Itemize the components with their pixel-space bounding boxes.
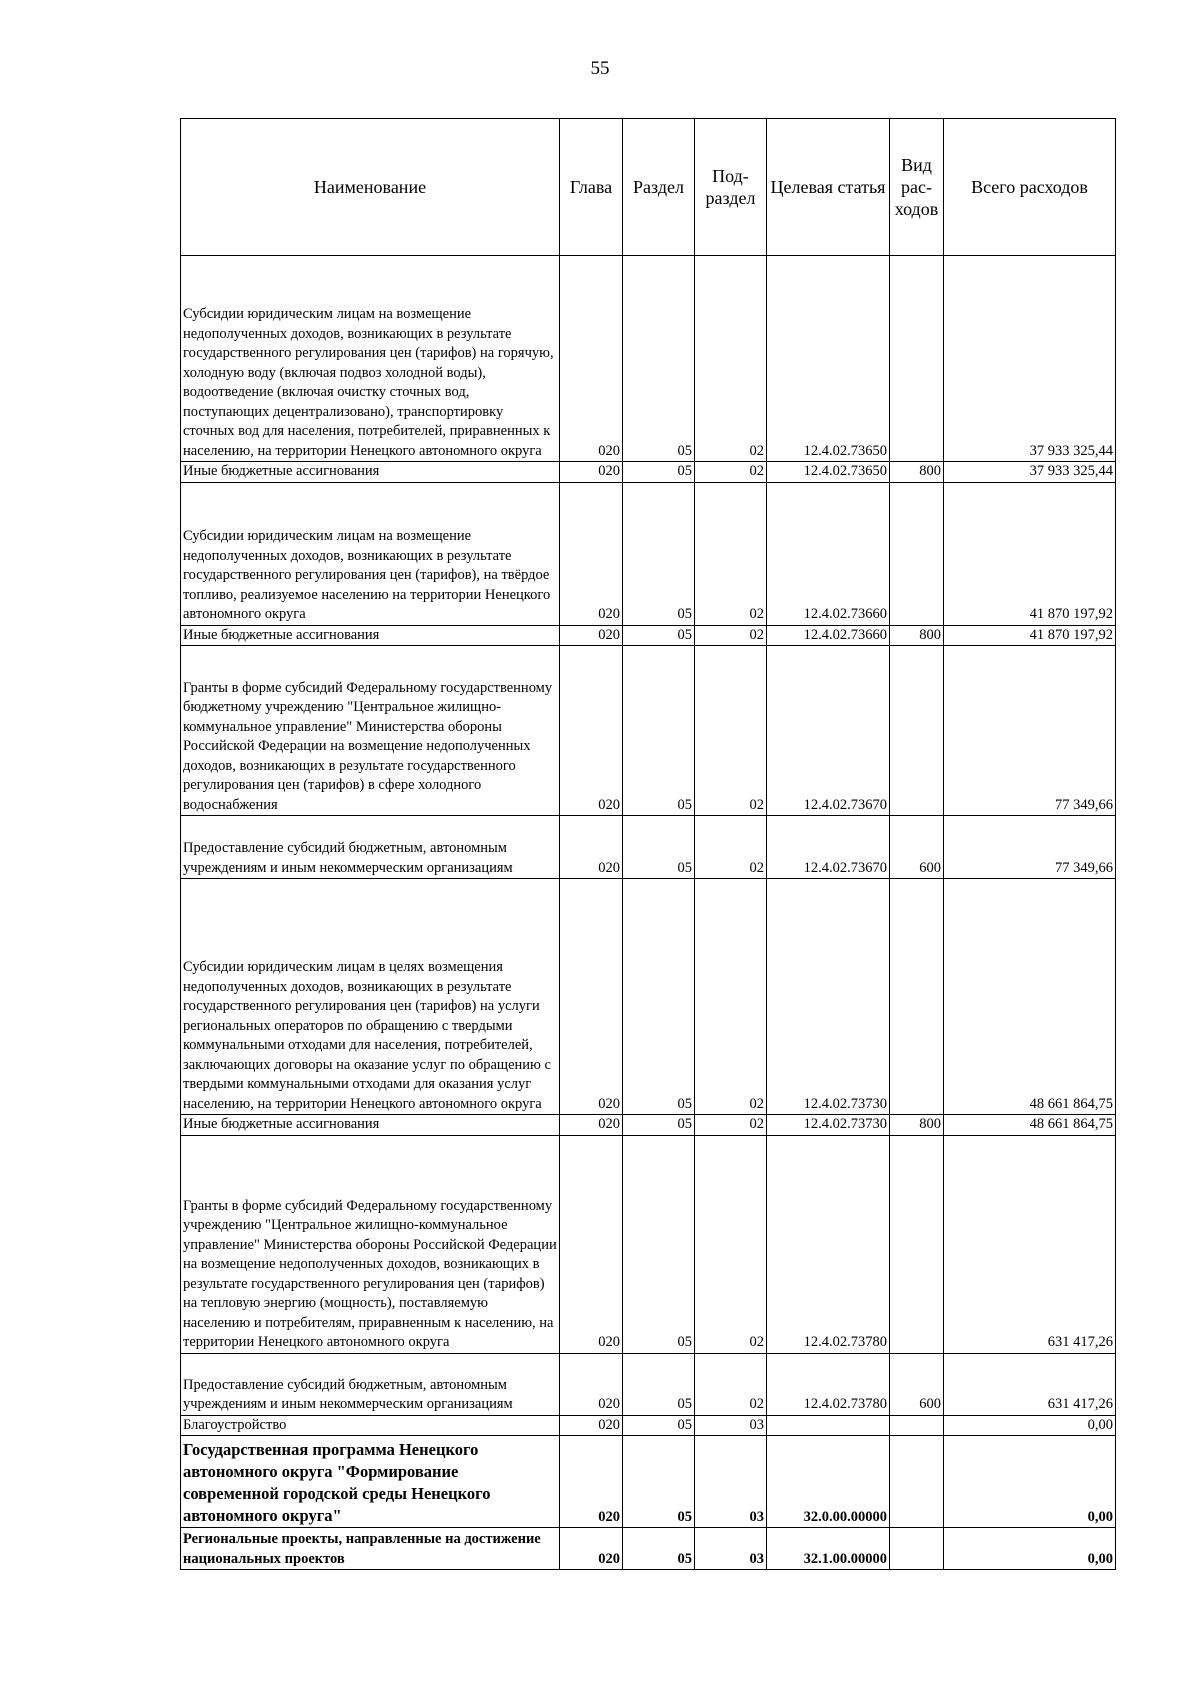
row-razdel: 05	[623, 1135, 695, 1353]
header-total: Всего расходов	[944, 119, 1116, 256]
row-podrazdel: 02	[695, 482, 767, 625]
row-name: Субсидии юридическим лицам в целях возмещения недополученных доходов, возникающих в результате государственного регулирования цен (тарифов) на услуги региональных операторов по обращению с твердыми коммунальными отходами для населения, потребителей, заключающих договоры на оказание услуг по обращению с твердыми коммунальными отходами для оказания услуг населению, на территории Ненецкого автономного округа	[181, 879, 560, 1115]
row-statya: 12.4.02.73660	[767, 482, 890, 625]
row-vid	[890, 879, 944, 1115]
row-vid	[890, 646, 944, 816]
row-name: Предоставление субсидий бюджетным, автономным учреждениям и иным некоммерческим организациям	[181, 1353, 560, 1415]
row-vid: 800	[890, 625, 944, 646]
table-row	[181, 816, 1116, 879]
row-razdel: 05	[623, 256, 695, 462]
header-vid: Вид рас-ходов	[890, 119, 944, 256]
row-name: Гранты в форме субсидий Федеральному государственному бюджетному учреждению "Центральное жилищно-коммунальное управление" Министерства обороны Российской Федерации на возмещение недополученных доходов, возникающих в результате государственного регулирования цен (тарифов) в сфере холодного водоснабжения	[181, 646, 560, 816]
budget-table	[180, 118, 1116, 1570]
row-total: 631 417,26	[944, 1353, 1116, 1415]
row-total: 631 417,26	[944, 1135, 1116, 1353]
row-statya: 12.4.02.73670	[767, 646, 890, 816]
row-vid	[890, 1135, 944, 1353]
row-podrazdel: 02	[695, 646, 767, 816]
row-vid	[890, 1528, 944, 1570]
row-vid	[890, 1415, 944, 1436]
row-statya: 12.4.02.73730	[767, 879, 890, 1115]
row-statya: 32.1.00.00000	[767, 1528, 890, 1570]
row-statya	[767, 1415, 890, 1436]
row-razdel: 05	[623, 879, 695, 1115]
row-name: Гранты в форме субсидий Федеральному государственному учреждению "Центральное жилищно-коммунальное управление" Министерства обороны Российской Федерации на возмещение недополученных доходов, возникающих в результате государственного регулирования цен (тарифов) на тепловую энергию (мощность), поставляемую населению и потребителям, приравненным к населению, на территории Ненецкого автономного округа	[181, 1135, 560, 1353]
row-statya: 12.4.02.73780	[767, 1353, 890, 1415]
row-glava: 020	[560, 1528, 623, 1570]
row-vid	[890, 1436, 944, 1528]
row-glava: 020	[560, 1353, 623, 1415]
row-name: Иные бюджетные ассигнования	[181, 1115, 560, 1136]
row-razdel: 05	[623, 625, 695, 646]
row-glava: 020	[560, 1415, 623, 1436]
row-glava: 020	[560, 646, 623, 816]
row-razdel: 05	[623, 1415, 695, 1436]
table-row	[181, 482, 1116, 625]
row-glava: 020	[560, 625, 623, 646]
row-total: 0,00	[944, 1528, 1116, 1570]
header-name: Наименование	[181, 119, 560, 256]
row-podrazdel: 03	[695, 1415, 767, 1436]
row-statya: 12.4.02.73650	[767, 256, 890, 462]
row-razdel: 05	[623, 816, 695, 879]
row-total: 48 661 864,75	[944, 879, 1116, 1115]
page-number: 55	[590, 58, 610, 79]
row-statya: 12.4.02.73780	[767, 1135, 890, 1353]
table-row	[181, 1115, 1116, 1136]
table-row	[181, 1135, 1116, 1353]
table-row	[181, 1528, 1116, 1570]
row-name: Предоставление субсидий бюджетным, автономным учреждениям и иным некоммерческим организациям	[181, 816, 560, 879]
row-name: Региональные проекты, направленные на достижение национальных проектов	[181, 1528, 560, 1570]
row-razdel: 05	[623, 1436, 695, 1528]
row-razdel: 05	[623, 1353, 695, 1415]
row-glava: 020	[560, 482, 623, 625]
row-total: 48 661 864,75	[944, 1115, 1116, 1136]
table-header-row	[181, 119, 1116, 256]
row-podrazdel: 02	[695, 1135, 767, 1353]
row-total: 0,00	[944, 1436, 1116, 1528]
table-row	[181, 1436, 1116, 1528]
row-podrazdel: 02	[695, 625, 767, 646]
row-podrazdel: 02	[695, 1115, 767, 1136]
table-row	[181, 1415, 1116, 1436]
header-podrazdel: Под-раздел	[695, 119, 767, 256]
row-total: 37 933 325,44	[944, 462, 1116, 483]
row-podrazdel: 02	[695, 1353, 767, 1415]
row-name: Благоустройство	[181, 1415, 560, 1436]
table-row	[181, 646, 1116, 816]
row-glava: 020	[560, 1115, 623, 1136]
row-podrazdel: 02	[695, 879, 767, 1115]
row-podrazdel: 03	[695, 1528, 767, 1570]
row-razdel: 05	[623, 1115, 695, 1136]
row-glava: 020	[560, 1436, 623, 1528]
row-glava: 020	[560, 816, 623, 879]
row-glava: 020	[560, 462, 623, 483]
row-name: Государственная программа Ненецкого автономного округа "Формирование современной городской среды Ненецкого автономного округа"	[181, 1436, 560, 1528]
row-statya: 12.4.02.73670	[767, 816, 890, 879]
row-razdel: 05	[623, 482, 695, 625]
row-name: Субсидии юридическим лицам на возмещение недополученных доходов, возникающих в результате государственного регулирования цен (тарифов), на твёрдое топливо, реализуемое населению на территории Ненецкого автономного округа	[181, 482, 560, 625]
row-vid	[890, 256, 944, 462]
row-statya: 32.0.00.00000	[767, 1436, 890, 1528]
row-name: Субсидии юридическим лицам на возмещение недополученных доходов, возникающих в результате государственного регулирования цен (тарифов) на горячую, холодную воду (включая подвоз холодной воды), водоотведение (включая очистку сточных вод, поступающих децентрализовано), транспортировку сточных вод для населения, потребителей, приравненных к населению, на территории Ненецкого автономного округа	[181, 256, 560, 462]
row-statya: 12.4.02.73730	[767, 1115, 890, 1136]
row-podrazdel: 03	[695, 1436, 767, 1528]
row-total: 0,00	[944, 1415, 1116, 1436]
row-vid: 600	[890, 1353, 944, 1415]
header-glava: Глава	[560, 119, 623, 256]
row-total: 37 933 325,44	[944, 256, 1116, 462]
table-row	[181, 625, 1116, 646]
row-podrazdel: 02	[695, 816, 767, 879]
row-total: 41 870 197,92	[944, 482, 1116, 625]
table-row	[181, 1353, 1116, 1415]
row-name: Иные бюджетные ассигнования	[181, 625, 560, 646]
row-total: 77 349,66	[944, 816, 1116, 879]
row-razdel: 05	[623, 462, 695, 483]
row-glava: 020	[560, 256, 623, 462]
row-total: 41 870 197,92	[944, 625, 1116, 646]
table-row	[181, 462, 1116, 483]
row-razdel: 05	[623, 646, 695, 816]
row-glava: 020	[560, 879, 623, 1115]
header-razdel: Раздел	[623, 119, 695, 256]
row-podrazdel: 02	[695, 256, 767, 462]
row-vid: 800	[890, 462, 944, 483]
header-statya: Целевая статья	[767, 119, 890, 256]
row-name: Иные бюджетные ассигнования	[181, 462, 560, 483]
table-row	[181, 256, 1116, 462]
row-vid: 600	[890, 816, 944, 879]
row-razdel: 05	[623, 1528, 695, 1570]
row-total: 77 349,66	[944, 646, 1116, 816]
row-statya: 12.4.02.73650	[767, 462, 890, 483]
table-row	[181, 879, 1116, 1115]
row-statya: 12.4.02.73660	[767, 625, 890, 646]
row-vid: 800	[890, 1115, 944, 1136]
row-podrazdel: 02	[695, 462, 767, 483]
row-glava: 020	[560, 1135, 623, 1353]
row-vid	[890, 482, 944, 625]
